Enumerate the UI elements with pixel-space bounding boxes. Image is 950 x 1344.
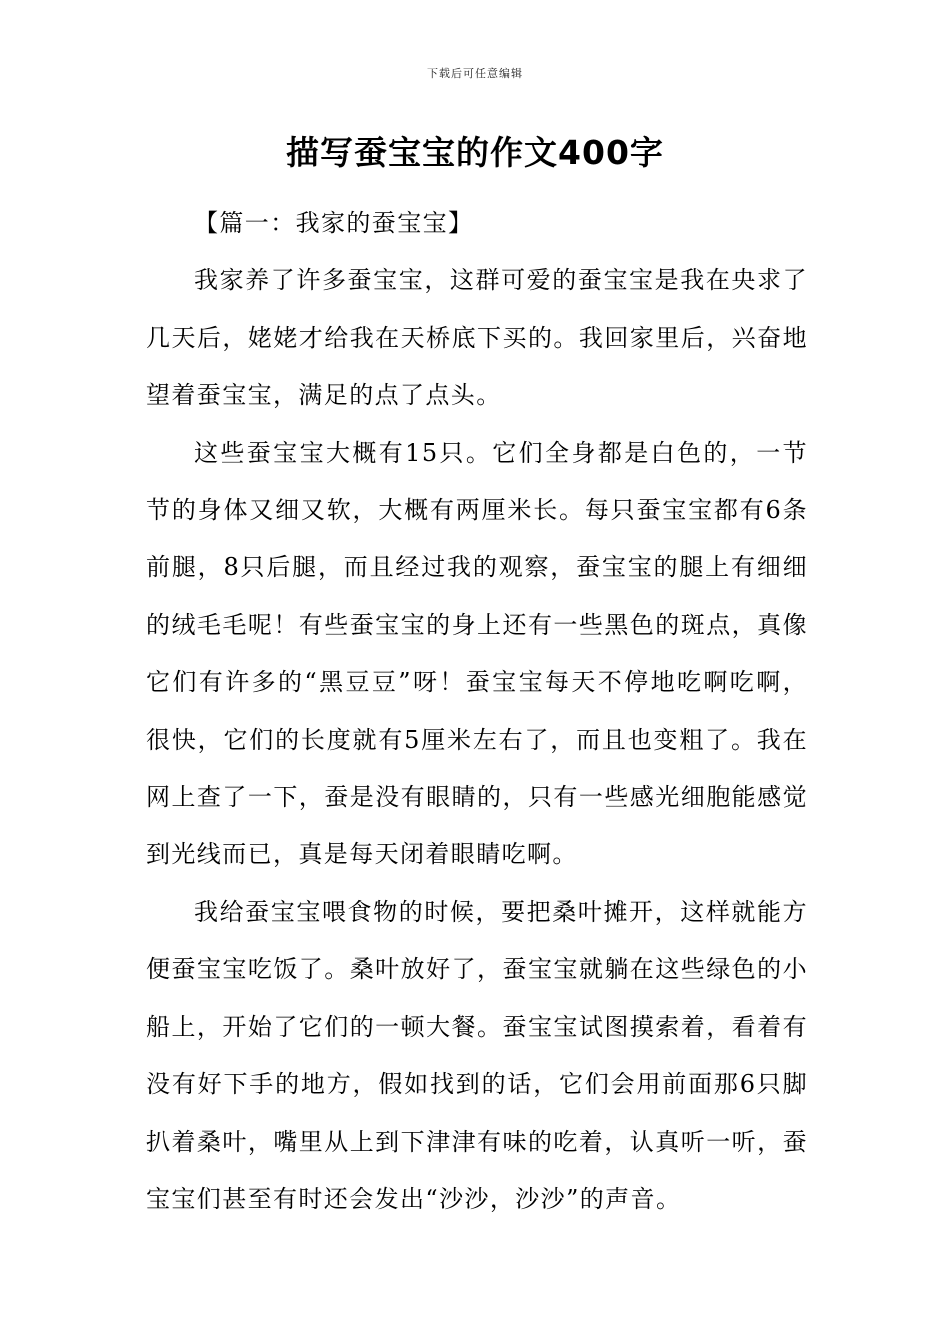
paragraph: 这些蚕宝宝大概有15只。它们全身都是白色的，一节节的身体又细又软，大概有两厘米长。每只蚕宝宝都有6条前腿，8只后腿，而且经过我的观察，蚕宝宝的腿上有细细的绒毛毛呢！有些蚕宝宝的身上还有一些黑色的斑点，真像它们有许多的“黑豆豆”呀！蚕宝宝每天不停地吃啊吃啊，很快，它们的长度就有5厘米左右了，而且也变粗了。我在网上查了一下，蚕是没有眼睛的，只有一些感光细胞能感觉到光线而已，真是每天闭着眼睛吃啊。 bbox=[146, 438, 808, 869]
header-note: 下载后可任意编辑 bbox=[427, 67, 523, 80]
section-heading: 【篇一：我家的蚕宝宝】 bbox=[194, 209, 474, 237]
document-title: 描写蚕宝宝的作文400字 bbox=[286, 133, 664, 172]
document-body bbox=[146, 195, 808, 1228]
paragraph: 我家养了许多蚕宝宝，这群可爱的蚕宝宝是我在央求了几天后，姥姥才给我在天桥底下买的。我回家里后，兴奋地望着蚕宝宝，满足的点了点头。 bbox=[146, 266, 808, 410]
paragraph: 我给蚕宝宝喂食物的时候，要把桑叶摊开，这样就能方便蚕宝宝吃饭了。桑叶放好了，蚕宝宝就躺在这些绿色的小船上，开始了它们的一顿大餐。蚕宝宝试图摸索着，看着有没有好下手的地方，假如找到的话，它们会用前面那6只脚扒着桑叶，嘴里从上到下津津有味的吃着，认真听一听，蚕宝宝们甚至有时还会发出“沙沙，沙沙”的声音。 bbox=[146, 897, 808, 1213]
